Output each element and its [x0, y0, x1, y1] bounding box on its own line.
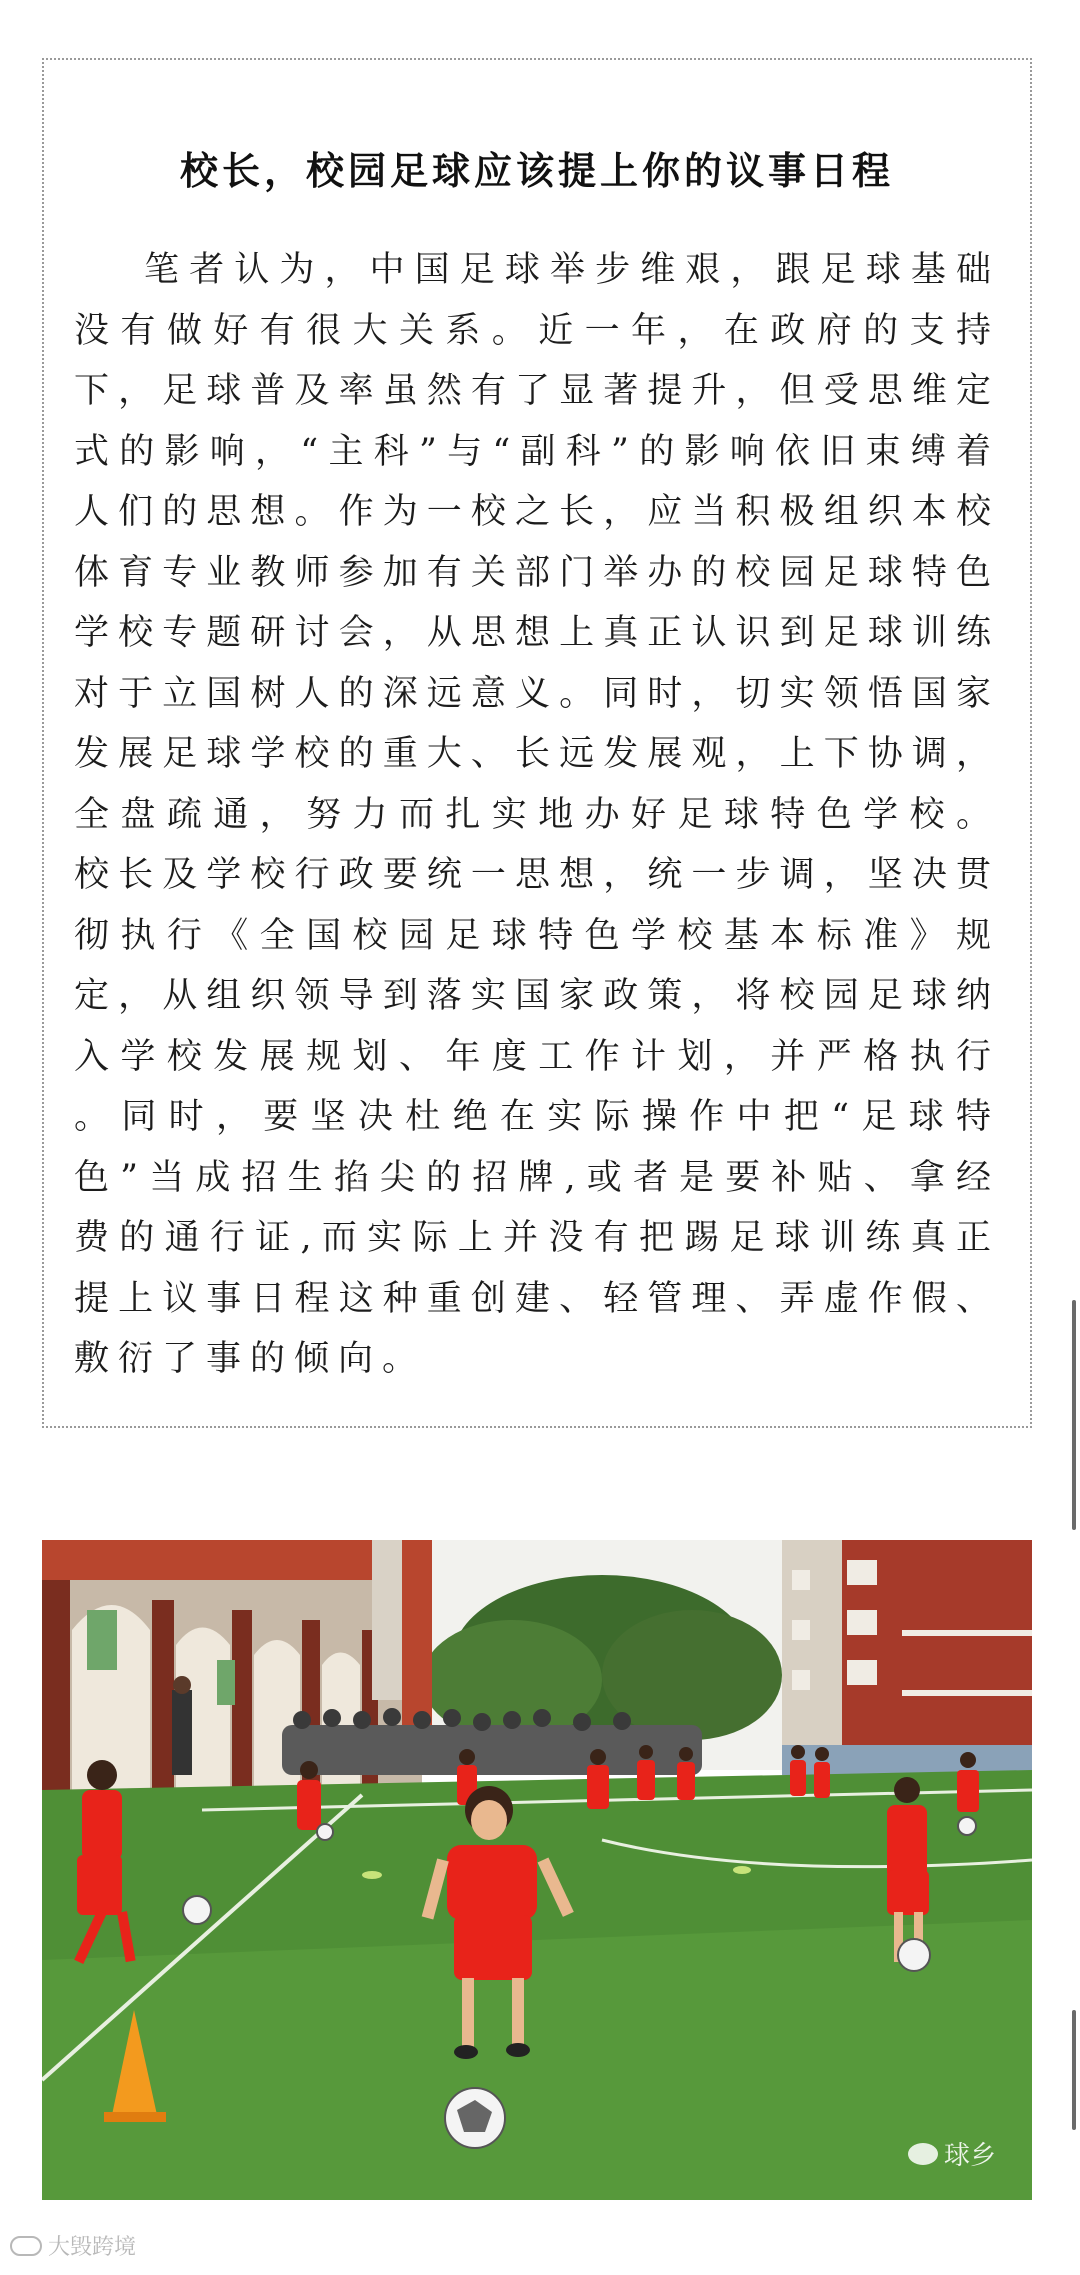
- site-watermark: [10, 2230, 136, 2261]
- site-logo-icon: [10, 2236, 42, 2256]
- photo-illustration: [42, 1540, 1032, 2200]
- article-body: 笔者认为，中国足球举步维艰，跟足球基础没有做好有很大关系。近一年，在政府的支持下，足球普及率虽然有了显著提升，但受思维定式的影响，“主科”与“副科”的影响依旧束缚着人们的思想。作为一校之长，应当积极组织本校体育专业教师参加有关部门举办的校园足球特色学校专题研讨会，从思想上真正认识到足球训练对于立国树人的深远意义。同时，切实领悟国家发展足球学校的重大、长远发展观，上下协调，全盘疏通，努力而扎实地办好足球特色学校。 校长及学校行政要统一思想，统一步调，坚决贯彻执行《全国校园足球特色学校基本标准》规定，从组织领导到落实国家政策，将校园足球纳入学校发展规划、年度工作计划，并严格执行 。同时，要坚决杜绝在实际操作中把“足球特色”当成招生掐尖的招牌,或者是要补贴、拿经费的通行证,而实际上并没有把踢足球训练真正提上议事日程这种重创建、轻管理、弄虚作假、敷衍了事的倾向。: [74, 250, 1000, 1379]
- scrollbar-thumb-lower[interactable]: [1072, 2010, 1076, 2130]
- article-card: [42, 58, 1032, 1428]
- football-training-photo: [42, 1540, 1032, 2200]
- photo-watermark: [908, 2135, 996, 2172]
- article-title: 校长，校园足球应该提上你的议事日程: [179, 148, 894, 193]
- wechat-icon: [908, 2143, 938, 2165]
- photo-watermark-text: 球乡: [943, 2141, 996, 2171]
- site-watermark-text: 大毁跨境: [48, 2235, 137, 2260]
- scrollbar-thumb[interactable]: [1072, 1300, 1076, 1530]
